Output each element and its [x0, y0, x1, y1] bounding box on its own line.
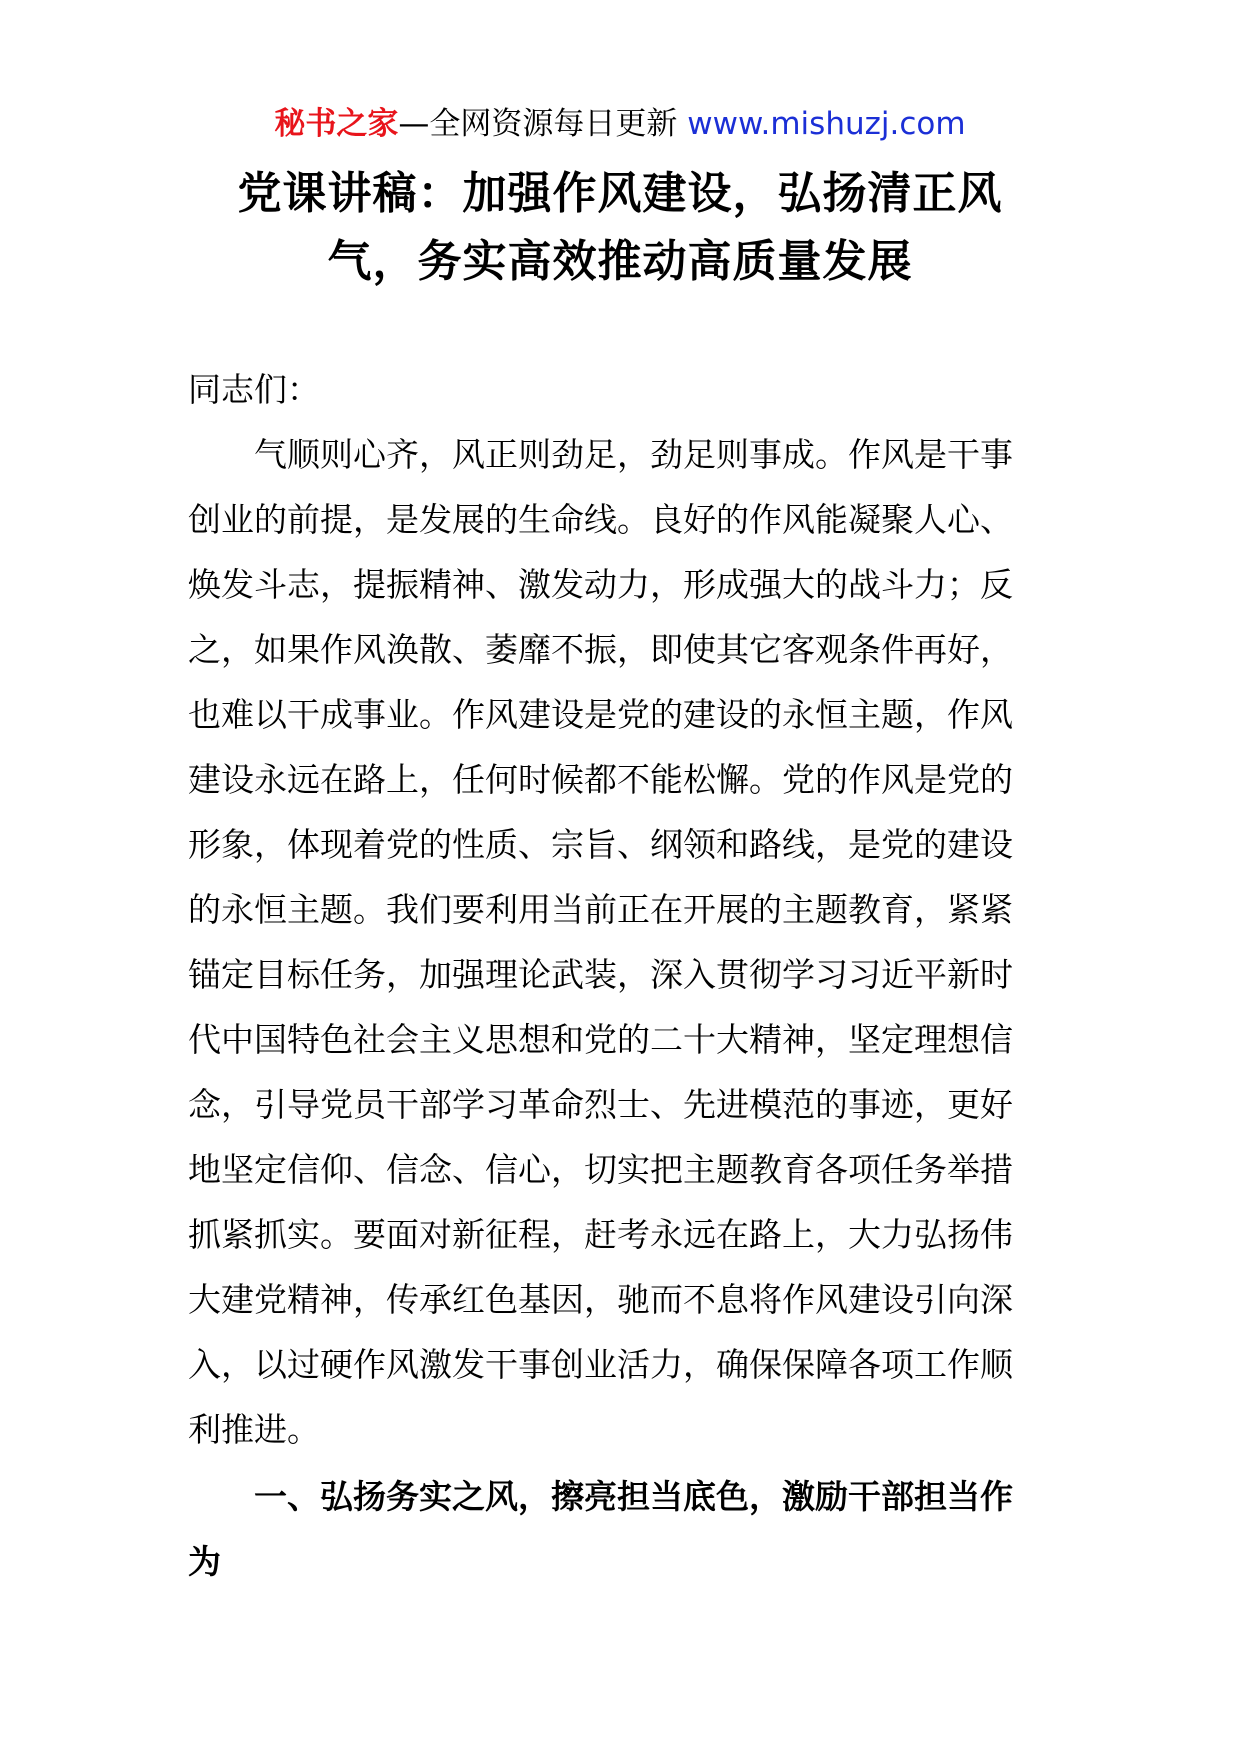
paragraph-line: 气顺则心齐，风正则劲足，劲足则事成。作风是干事 — [254, 435, 1013, 474]
intro-paragraph — [188, 422, 1060, 1462]
paragraph-line: 地坚定信仰、信念、信心，切实把主题教育各项任务举措 — [188, 1150, 1013, 1189]
paragraph-line: 焕发斗志，提振精神、激发动力，形成强大的战斗力；反 — [188, 565, 1013, 604]
paragraph-line: 也难以干成事业。作风建设是党的建设的永恒主题，作风 — [188, 695, 1013, 734]
paragraph-line: 锚定目标任务，加强理论武装，深入贯彻学习习近平新时 — [188, 955, 1013, 994]
paragraph-line: 抓紧抓实。要面对新征程，赶考永远在路上，大力弘扬伟 — [188, 1215, 1013, 1254]
site-header — [0, 100, 1240, 148]
brand-name: 秘书之家 — [274, 106, 399, 142]
title-line-1: 党课讲稿：加强作风建设，弘扬清正风 — [237, 168, 1003, 219]
paragraph-line: 利推进。 — [188, 1410, 320, 1449]
paragraph-line: 创业的前提，是发展的生命线。良好的作风能凝聚人心、 — [188, 500, 1013, 539]
section-heading-line-2: 为 — [188, 1542, 221, 1581]
paragraph-line: 的永恒主题。我们要利用当前正在开展的主题教育，紧紧 — [188, 890, 1013, 929]
paragraph-line: 大建党精神，传承红色基因，驰而不息将作风建设引向深 — [188, 1280, 1013, 1319]
paragraph-line: 代中国特色社会主义思想和党的二十大精神，坚定理想信 — [188, 1020, 1013, 1059]
title-line-2: 气，务实高效推动高质量发展 — [327, 236, 913, 287]
site-url[interactable]: www.mishuzj.com — [687, 106, 966, 142]
header-tagline: —全网资源每日更新 — [398, 106, 678, 142]
paragraph-line: 形象，体现着党的性质、宗旨、纲领和路线，是党的建设 — [188, 825, 1013, 864]
section-heading-line-1: 一、弘扬务实之风，擦亮担当底色，激励干部担当作 — [254, 1477, 1013, 1516]
section-heading-1 — [188, 1464, 1060, 1594]
document-title — [180, 160, 1060, 296]
paragraph-line: 建设永远在路上，任何时候都不能松懈。党的作风是党的 — [188, 760, 1013, 799]
paragraph-line: 之，如果作风涣散、萎靡不振，即使其它客观条件再好， — [188, 630, 1013, 669]
salutation: 同志们： — [188, 370, 320, 409]
paragraph-line: 入，以过硬作风激发干事创业活力，确保保障各项工作顺 — [188, 1345, 1013, 1384]
paragraph-line: 念，引导党员干部学习革命烈士、先进模范的事迹，更好 — [188, 1085, 1013, 1124]
